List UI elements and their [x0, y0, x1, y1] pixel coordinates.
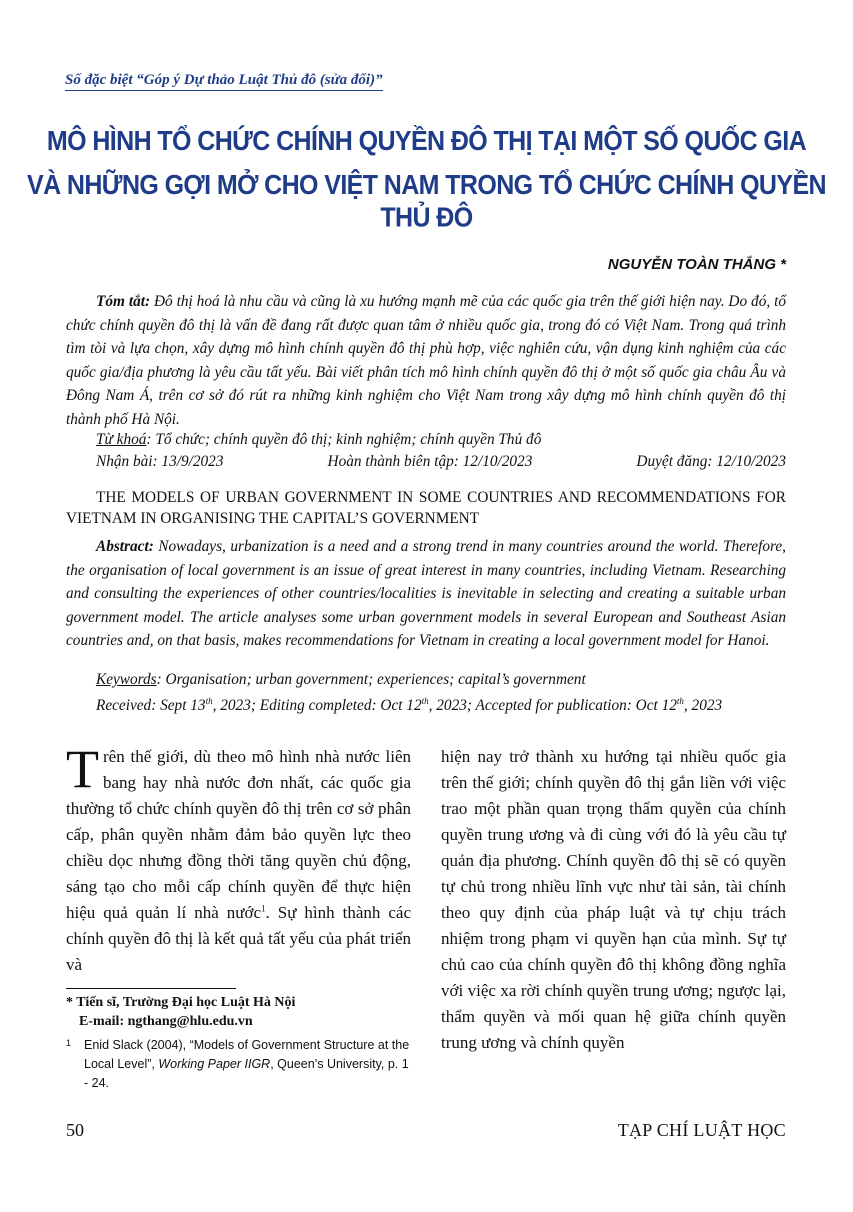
dates-en	[96, 697, 722, 715]
footnote-1	[66, 1036, 411, 1093]
accepted-en-part: , 2023; Accepted for publication: Oct 12	[428, 697, 677, 714]
summary-vi-label: Tóm tắt:	[96, 293, 151, 310]
body-column-right: hiện nay trở thành xu hướng tại nhiều quốc gia trên thế giới; chính quyền đô thị gắn liền với việc trao một phần quan trọng thẩm quyền của chính quyền trung ương và đi cùng với đó là yêu cầu tự quản địa phương. Chính quyền đô thị sẽ có quyền tự chủ trong nhiều lĩnh vực như tài sản, tài chính theo quy định của pháp luật và tự chịu trách nhiệm trong phạm vi quyền hạn của mình. Sự tự chủ cao của chính quyền đô thị không đồng nghĩa với việc xa rời chính quyền trung ương; ngược lại, thẩm quyền và mối quan hệ giữa chính quyền trung ương và chính quyền	[441, 747, 786, 1052]
footnote-ref-1[interactable]: 1	[261, 903, 266, 914]
footnote-email: E-mail: ngthang@hlu.edu.vn	[79, 1014, 253, 1029]
keywords-en	[96, 671, 586, 689]
footnote-divider	[66, 988, 236, 989]
abstract-text: Nowadays, urbanization is a need and a strong trend in many countries around the world. Therefore, the organisation of local government is an issue of great interest in many countries, including Vietnam. Researching and consulting the experiences of other countries/localities is inevitable in selecting and creating a suitable urban government model. The article analyses some urban government models in several European and Southeast Asian countries and, on that basis, makes recommendations for Vietnam in creating a local government model for Hanoi.	[66, 538, 786, 649]
summary-vi-text: Đô thị hoá là nhu cầu và cũng là xu hướng mạnh mẽ của các quốc gia trên thế giới hiện nay. Do đó, tổ chức chính quyền đô thị là vấn đề đang rất được quan tâm ở nhiều quốc gia, trong đó có Việt Nam. Trong quá trình tìm tòi và lựa chọn, xây dựng mô hình chính quyền đô thị phù hợp, việc nghiên cứu, vận dụng kinh nghiệm của các quốc gia/địa phương là yêu cầu tất yếu. Bài viết phân tích mô hình chính quyền đô thị ở một số quốc gia châu Âu và Đông Nam Á, trên cơ sở đó rút ra những kinh nghiệm cho Việt Nam trong xây dựng mô hình chính quyền đô thị thành phố Hà Nội.	[66, 293, 786, 428]
edited-date: Hoàn thành biên tập: 12/10/2023	[327, 453, 533, 470]
page-number: 50	[66, 1120, 84, 1140]
journal-name: TẠP CHÍ LUẬT HỌC	[617, 1120, 786, 1140]
edited-en-part: , 2023; Editing completed: Oct 12	[212, 697, 422, 714]
author-name: NGUYỄN TOÀN THẮNG *	[607, 256, 786, 273]
received-en-part: Received: Sept 13	[96, 697, 206, 714]
approved-date: Duyệt đăng: 12/10/2023	[636, 453, 786, 470]
accepted-en-year: , 2023	[683, 697, 723, 714]
body-left-text-cont: . Sự hình thành các chính quyền đô thị là kết quả tất yếu của phát triển và	[66, 903, 411, 974]
accepted-en-sup: th	[676, 695, 684, 706]
body-left-text: rên thế giới, dù theo mô hình nhà nước liên bang hay nhà nước đơn nhất, các quốc gia thường tổ chức chính quyền đô thị trên cơ sở phân cấp, phân quyền nhằm đảm bảo quyền lực theo chiều dọc nhưng đồng thời tăng quyền chủ động, sáng tạo cho mỗi cấp chính quyền để thực hiện hiệu quả quản lí nhà nước	[66, 747, 411, 922]
footnote-1-italic: Working Paper IIGR	[158, 1057, 271, 1071]
keywords-vi-text: : Tổ chức; chính quyền đô thị; kinh nghiệm; chính quyền Thủ đô	[146, 431, 542, 448]
abstract-label: Abstract:	[96, 538, 154, 555]
footnote-1-number: 1	[66, 1038, 72, 1048]
footnote-1-part-a: Enid Slack (2004), “Models of Government Structure at the Local Level”,	[84, 1038, 410, 1071]
english-title: THE MODELS OF URBAN GOVERNMENT IN SOME COUNTRIES AND RECOMMENDATIONS FOR VIETNAM IN ORGANISING THE CAPITAL’S GOVERNMENT	[66, 489, 786, 527]
body-column-left	[66, 739, 411, 978]
keywords-en-label: Keywords	[96, 671, 157, 688]
drop-cap: T	[66, 739, 99, 799]
footnote-author: * Tiến sĩ, Trường Đại học Luật Hà Nội	[66, 995, 296, 1010]
footnote-1-part-b: , Queen’s University, p. 1 - 24.	[84, 1057, 409, 1090]
keywords-vi-label: Từ khoá	[96, 431, 147, 448]
edited-en-sup: th	[421, 695, 429, 706]
keywords-vi	[96, 431, 541, 449]
keywords-en-text: : Organisation; urban government; experiences; capital’s government	[156, 671, 586, 688]
abstract-en	[66, 535, 786, 653]
footnote-1-text	[84, 1036, 411, 1093]
summary-vi	[66, 290, 786, 431]
received-en-sup: th	[205, 695, 213, 706]
article-title-line-2: VÀ NHỮNG GỢI MỞ CHO VIỆT NAM TRONG TỔ CHỨC CHÍNH QUYỀN THỦ ĐÔ	[27, 169, 826, 234]
dates-vi	[96, 453, 786, 471]
article-title-line-1: MÔ HÌNH TỔ CHỨC CHÍNH QUYỀN ĐÔ THỊ TẠI MỘT SỐ QUỐC GIA	[46, 125, 807, 157]
received-date: Nhận bài: 13/9/2023	[96, 453, 224, 470]
series-header: Số đặc biệt “Góp ý Dự thảo Luật Thủ đô (sửa đổi)”	[65, 72, 383, 91]
